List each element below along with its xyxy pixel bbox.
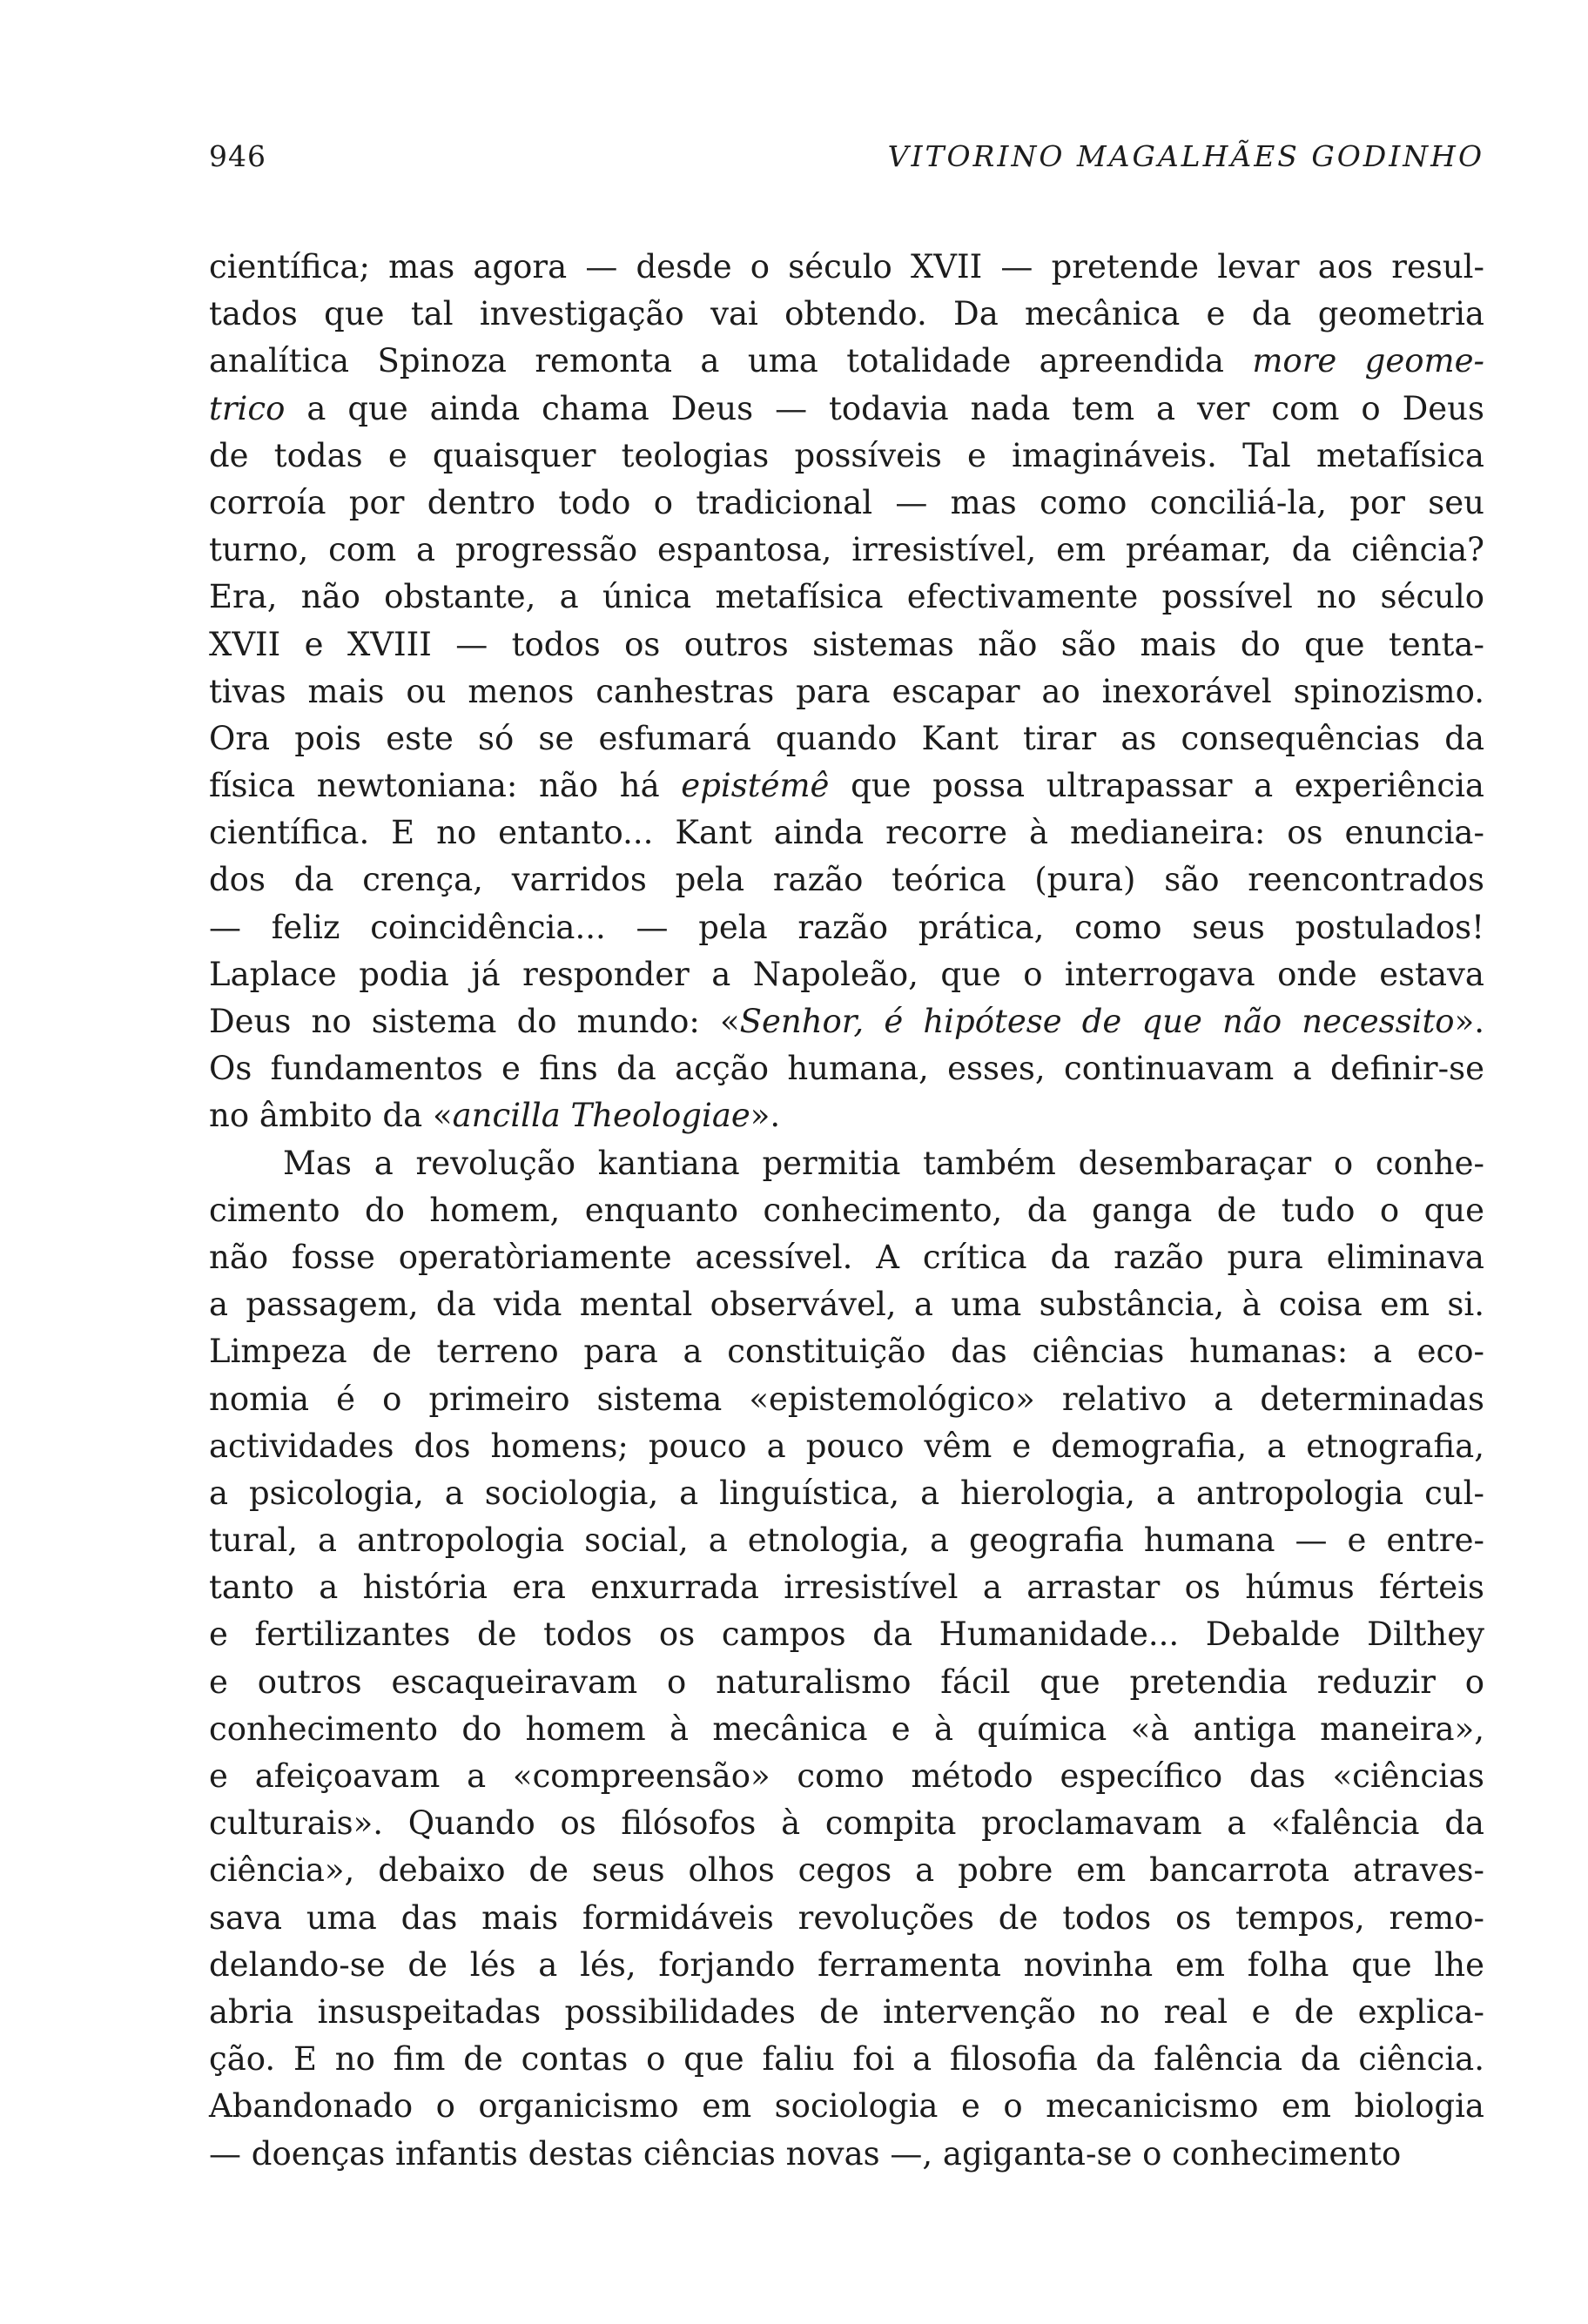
text-segment: tanto a história era enxurrada irresistível a arrastar os húmus férteis xyxy=(209,1568,1484,1607)
text-line xyxy=(209,1092,1484,1139)
text-line xyxy=(209,951,1484,998)
text-segment: tural, a antropologia social, a etnologia, a geografia humana — e entre- xyxy=(209,1521,1484,1560)
text-line xyxy=(209,1706,1484,1753)
text-line xyxy=(209,1517,1484,1564)
text-segment: dos da crença, varridos pela razão teórica (pura) são reencontrados xyxy=(209,861,1484,899)
text-line xyxy=(209,1234,1484,1281)
page-header xyxy=(209,139,1484,174)
italic-text: more geome- xyxy=(1252,342,1484,380)
text-segment: — doenças infantis destas ciências novas —, agiganta-se o conhecimento xyxy=(209,2134,1402,2173)
running-title: VITORINO MAGALHÃES GODINHO xyxy=(887,139,1484,173)
paragraph-1 xyxy=(209,244,1484,1140)
text-line xyxy=(209,2036,1484,2083)
text-line xyxy=(209,762,1484,809)
text-line xyxy=(209,668,1484,715)
paragraph-2 xyxy=(209,1140,1484,2178)
text-segment: conhecimento do homem à mecânica e à química «à antiga maneira», xyxy=(209,1709,1484,1748)
text-line xyxy=(209,809,1484,856)
text-segment: a que ainda chama Deus — todavia nada tem a ver com o Deus xyxy=(285,389,1484,427)
text-line xyxy=(209,1470,1484,1517)
text-segment: Deus no sistema do mundo: « xyxy=(209,1003,740,1040)
text-segment: sava uma das mais formidáveis revoluções de todos os tempos, remo- xyxy=(209,1898,1484,1937)
text-segment: abria insuspeitadas possibilidades de intervenção no real e de explica- xyxy=(209,1992,1484,2031)
italic-text: epistémê xyxy=(681,767,830,805)
text-line xyxy=(209,1611,1484,1658)
text-line xyxy=(209,527,1484,574)
italic-text: trico xyxy=(209,389,286,427)
text-segment: Limpeza de terreno para a constituição das ciências humanas: a eco- xyxy=(209,1333,1484,1371)
text-segment: e fertilizantes de todos os campos da Humanidade... Debalde Dilthey xyxy=(209,1615,1484,1654)
text-line xyxy=(209,1800,1484,1847)
text-segment: de todas e quaisquer teologias possíveis e imagináveis. Tal metafísica xyxy=(209,436,1484,474)
text-segment: delando-se de lés a lés, forjando ferramenta novinha em folha que lhe xyxy=(209,1945,1484,1984)
text-line xyxy=(209,1847,1484,1894)
text-segment: Ora pois este só se esfumará quando Kant tirar as consequências da xyxy=(209,719,1484,757)
text-line xyxy=(209,574,1484,621)
text-segment: tivas mais ou menos canhestras para escapar ao inexorável spinozismo. xyxy=(209,672,1484,710)
text-line xyxy=(209,480,1484,527)
text-line xyxy=(209,1942,1484,1989)
text-segment: científica. E no entanto... Kant ainda recorre à medianeira: os enuncia- xyxy=(209,814,1484,852)
text-segment: Era, não obstante, a única metafísica efectivamente possível no século xyxy=(209,578,1484,616)
text-segment: Mas a revolução kantiana permitia também desembaraçar o conhe- xyxy=(283,1144,1484,1182)
text-segment: — feliz coincidência... — pela razão prática, como seus postulados! xyxy=(209,908,1484,946)
text-segment: ção. E no fim de contas o que faliu foi a filosofia da falência da ciência. xyxy=(209,2040,1484,2079)
text-line xyxy=(209,433,1484,480)
text-segment: não fosse operatòriamente acessível. A crítica da razão pura eliminava xyxy=(209,1238,1484,1276)
text-segment: e afeiçoavam a «compreensão» como método específico das «ciências xyxy=(209,1757,1484,1795)
text-segment: XVII e XVIII — todos os outros sistemas não são mais do que tenta- xyxy=(209,625,1484,663)
text-segment: e outros escaqueiravam o naturalismo fácil que pretendia reduzir o xyxy=(209,1662,1484,1701)
text-segment: turno, com a progressão espantosa, irresistível, em préamar, da ciência? xyxy=(209,531,1484,569)
text-segment: actividades dos homens; pouco a pouco vêm e demografia, a etnografia, xyxy=(209,1427,1484,1465)
body-text xyxy=(209,244,1484,2178)
text-line xyxy=(209,1895,1484,1942)
text-line xyxy=(209,715,1484,762)
text-segment: corroía por dentro todo o tradicional — mas como conciliá-la, por seu xyxy=(209,483,1484,521)
text-line xyxy=(209,998,1484,1045)
text-segment: ciência», debaixo de seus olhos cegos a pobre em bancarrota atraves- xyxy=(209,1851,1484,1890)
text-line xyxy=(209,338,1484,385)
text-segment: Os fundamentos e fins da acção humana, esses, continuavam a definir-se xyxy=(209,1050,1484,1088)
text-line xyxy=(209,1187,1484,1234)
text-segment: ». xyxy=(1454,1003,1484,1040)
text-line xyxy=(209,2131,1484,2178)
text-line xyxy=(209,1423,1484,1470)
text-segment: cimento do homem, enquanto conhecimento, da ganga de tudo o que xyxy=(209,1191,1484,1229)
text-segment: que possa ultrapassar a experiência xyxy=(829,767,1484,805)
text-segment: física newtoniana: não há xyxy=(209,767,682,805)
text-segment: nomia é o primeiro sistema «epistemológico» relativo a determinadas xyxy=(209,1380,1484,1418)
text-segment: culturais». Quando os filósofos à compita proclamavam a «falência da xyxy=(209,1804,1484,1843)
text-line xyxy=(209,1989,1484,2036)
text-line xyxy=(209,2083,1484,2130)
italic-text: Senhor, é hipótese de que não necessito xyxy=(739,1003,1455,1040)
text-segment: ». xyxy=(750,1097,781,1135)
italic-text: ancilla Theologiae xyxy=(452,1097,750,1135)
text-line xyxy=(209,1140,1484,1187)
text-segment: no âmbito da « xyxy=(209,1097,453,1135)
text-line xyxy=(209,1045,1484,1092)
text-line xyxy=(209,904,1484,951)
text-segment: Abandonado o organicismo em sociologia e o mecanicismo em biologia xyxy=(209,2087,1484,2126)
text-segment: analítica Spinoza remonta a uma totalidade apreendida xyxy=(209,342,1253,380)
text-segment: a passagem, da vida mental observável, a uma substância, à coisa em si. xyxy=(209,1286,1484,1324)
text-line xyxy=(209,1659,1484,1706)
text-line xyxy=(209,386,1484,433)
text-line xyxy=(209,621,1484,668)
text-line xyxy=(209,1376,1484,1423)
text-line xyxy=(209,244,1484,291)
text-segment: Laplace podia já responder a Napoleão, que o interrogava onde estava xyxy=(209,955,1484,993)
text-line xyxy=(209,291,1484,338)
text-line xyxy=(209,1753,1484,1800)
text-segment: tados que tal investigação vai obtendo. Da mecânica e da geometria xyxy=(209,295,1484,333)
text-line xyxy=(209,1281,1484,1328)
text-line xyxy=(209,1328,1484,1375)
text-segment: científica; mas agora — desde o século XVII — pretende levar aos resul- xyxy=(209,248,1484,285)
text-line xyxy=(209,856,1484,903)
page-number: 946 xyxy=(209,139,266,173)
text-segment: a psicologia, a sociologia, a linguística, a hierologia, a antropologia cul- xyxy=(209,1474,1484,1512)
text-line xyxy=(209,1564,1484,1611)
